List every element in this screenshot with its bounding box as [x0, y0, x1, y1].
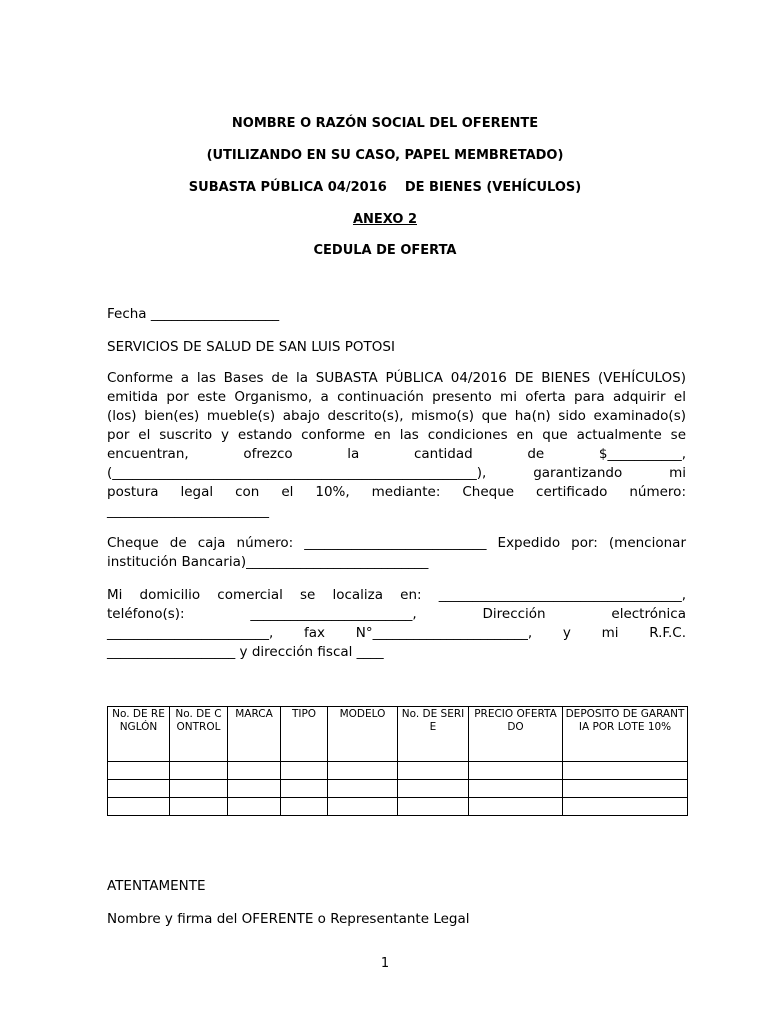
offer-line-3: (los) bien(es) mueble(s) abajo descrito(s), mismo(s) que ha(n) sido examinado(s): [107, 408, 686, 424]
table-cell[interactable]: [398, 762, 469, 780]
address-line-3: ________________________, fax N°_______________________, y mi R.F.C.: [107, 625, 686, 641]
table-cell[interactable]: [228, 762, 281, 780]
check-line-1: Cheque de caja número: ___________________________ Expedido por: (mencionar: [107, 535, 686, 551]
col-header-model: MODELO: [328, 707, 398, 762]
table-cell[interactable]: [469, 762, 563, 780]
signature-line: Nombre y firma del OFERENTE o Representante Legal: [107, 911, 470, 927]
annex-heading: ANEXO 2: [352, 212, 417, 227]
page-number: 1: [380, 956, 390, 971]
offer-line-2: emitida por este Organismo, a continuación presento mi oferta para adquirir el: [107, 389, 686, 405]
address-line-1: Mi domicilio comercial se localiza en: ____________________________________,: [107, 587, 686, 603]
offer-table: [107, 706, 688, 816]
offer-line-7: postura legal con el 10%, mediante: Cheque certificado número:: [107, 484, 686, 500]
table-cell[interactable]: [170, 798, 228, 816]
table-cell[interactable]: [281, 780, 328, 798]
offer-line-6: (______________________________________________________), garantizando mi: [107, 465, 686, 481]
col-header-type: TIPO: [281, 707, 328, 762]
table-cell[interactable]: [170, 780, 228, 798]
offer-paragraph: [107, 369, 686, 521]
check-line-2: institución Bancaria)___________________________: [107, 554, 429, 570]
table-cell[interactable]: [108, 762, 170, 780]
table-cell[interactable]: [563, 798, 688, 816]
recipient-name: SERVICIOS DE SALUD DE SAN LUIS POTOSI: [107, 339, 395, 355]
address-line-2: teléfono(s): ________________________, Dirección electrónica: [107, 606, 686, 622]
table-cell[interactable]: [281, 762, 328, 780]
col-header-brand: MARCA: [228, 707, 281, 762]
table-cell[interactable]: [563, 780, 688, 798]
table-row: [108, 780, 688, 798]
table-cell[interactable]: [328, 780, 398, 798]
table-cell[interactable]: [469, 798, 563, 816]
table-cell[interactable]: [170, 762, 228, 780]
offer-line-1: Conforme a las Bases de la SUBASTA PÚBLICA 04/2016 DE BIENES (VEHÍCULOS): [107, 370, 686, 386]
auction-heading: SUBASTA PÚBLICA 04/2016 DE BIENES (VEHÍCULOS): [188, 180, 582, 195]
table-cell[interactable]: [469, 780, 563, 798]
offer-form-heading: CEDULA DE OFERTA: [313, 243, 457, 258]
letterhead-note-heading: (UTILIZANDO EN SU CASO, PAPEL MEMBRETADO): [206, 148, 564, 163]
table-cell[interactable]: [281, 798, 328, 816]
table-cell[interactable]: [328, 798, 398, 816]
table-row: [108, 798, 688, 816]
closing-text: ATENTAMENTE: [107, 878, 206, 894]
bidder-name-heading: NOMBRE O RAZÓN SOCIAL DEL OFERENTE: [231, 116, 539, 131]
table-cell[interactable]: [108, 798, 170, 816]
table-cell[interactable]: [228, 798, 281, 816]
address-line-4: ___________________ y dirección fiscal ____: [107, 644, 384, 660]
offer-line-8: ________________________: [107, 503, 269, 519]
col-header-serial: No. DE SERIE: [398, 707, 469, 762]
cashier-check-paragraph: [107, 534, 686, 572]
table-cell[interactable]: [328, 762, 398, 780]
col-header-offered-price: PRECIO OFERTADO: [469, 707, 563, 762]
table-row: [108, 762, 688, 780]
col-header-guarantee-deposit: DEPOSITO DE GARANTIA POR LOTE 10%: [563, 707, 688, 762]
table-cell[interactable]: [108, 780, 170, 798]
offer-line-5: encuentran, ofrezco la cantidad de $___________,: [107, 446, 686, 462]
offer-line-4: por el suscrito y estando conforme en las condiciones en que actualmente se: [107, 427, 686, 443]
table-cell[interactable]: [563, 762, 688, 780]
table-header-row: [108, 707, 688, 762]
col-header-line-number: No. DE RENGLÓN: [108, 707, 170, 762]
table-cell[interactable]: [228, 780, 281, 798]
address-paragraph: [107, 586, 686, 662]
table-cell[interactable]: [398, 798, 469, 816]
table-cell[interactable]: [398, 780, 469, 798]
col-header-control-number: No. DE CONTROL: [170, 707, 228, 762]
date-field: Fecha ___________________: [107, 306, 280, 322]
